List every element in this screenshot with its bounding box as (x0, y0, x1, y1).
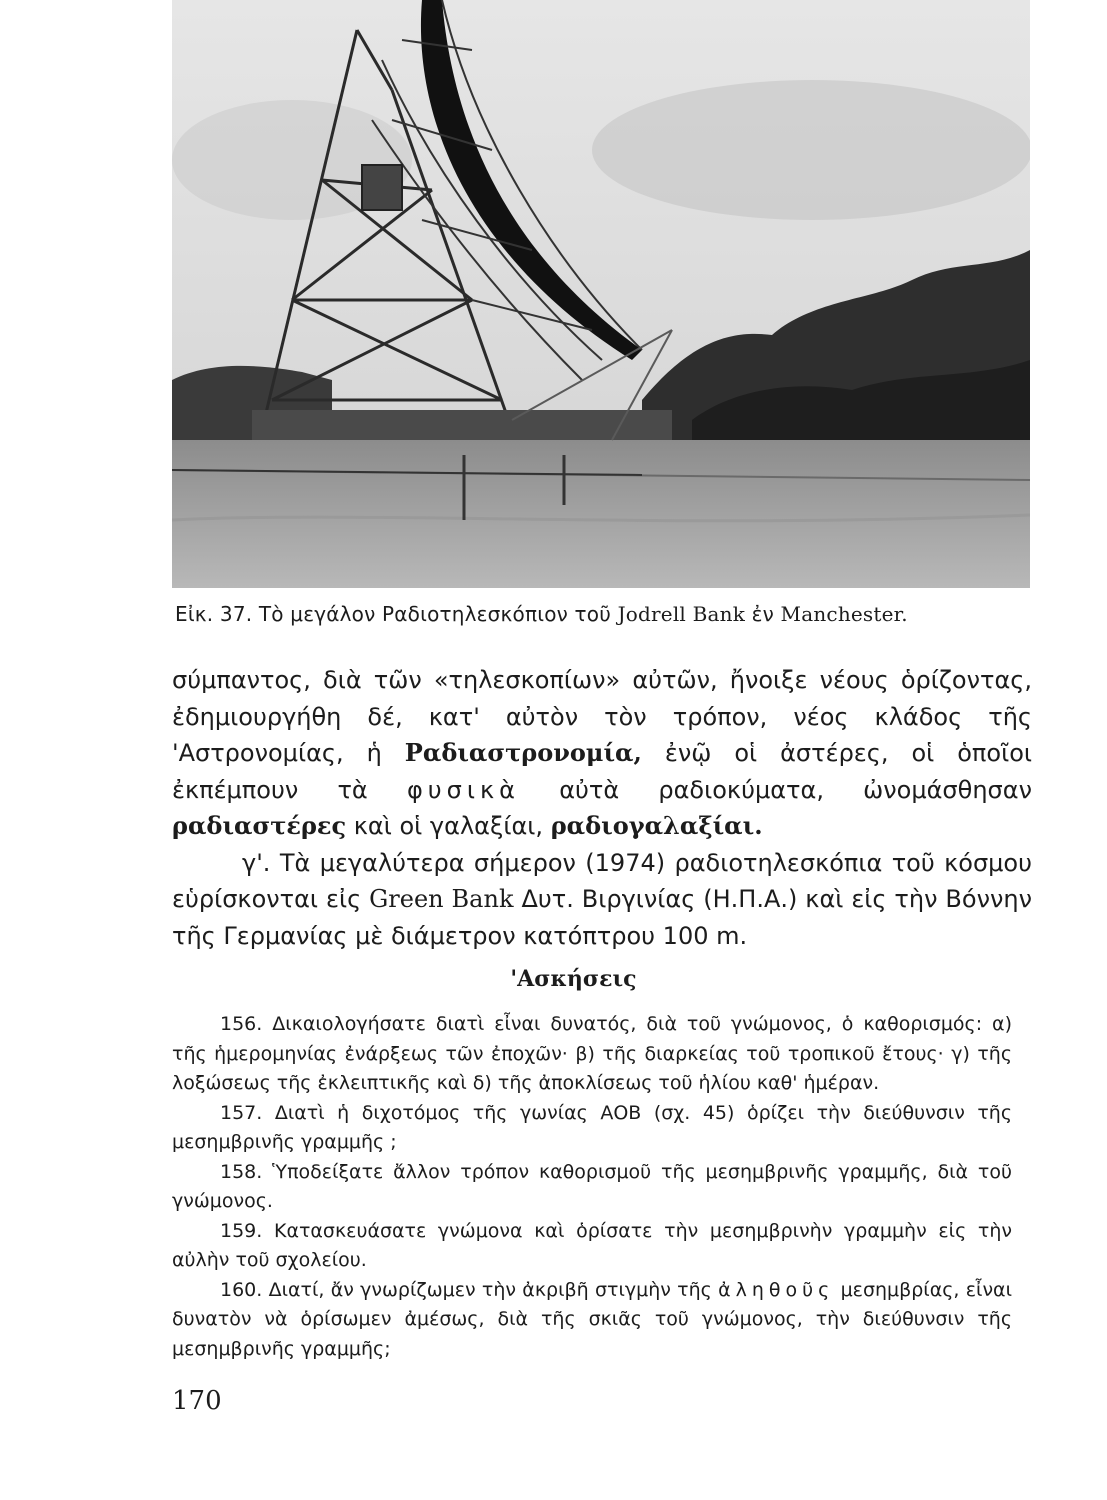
exercise-159: 159. Κατασκευάσατε γνώμονα καὶ ὁρίσατε τὴν μεσημβρινὴν γραμμὴν εἰς τὴν αὐλὴν τοῦ σχολείου. (172, 1219, 1012, 1271)
section-heading: 'Ασκήσεις (510, 966, 637, 992)
p1-term-radiostars: ραδιαστέρες (172, 811, 347, 840)
figure-caption (175, 602, 1075, 626)
exercise-160-text-a: 160. Διατί, ἄν γνωρίζωμεν τὴν ἀκριβῆ στιγμὴν τῆς (220, 1278, 712, 1301)
exercise-157: 157. Διατὶ ἡ διχοτόμος τῆς γωνίας ΑΟΒ (σχ. 45) ὁρίζει τὴν διεύθυνσιν τῆς μεσημβρινῆς γραμμῆς ; (172, 1101, 1012, 1153)
caption-roman: Jodrell Bank (617, 602, 746, 626)
paragraph-2 (172, 845, 1032, 955)
p1-text-c: ἐνῷ οἱ ἀστέρες, οἱ ὁποῖοι ἐκπέμπουν τὰ (172, 739, 1032, 804)
exercise-160 (172, 1276, 1012, 1365)
caption-prefix: Εἰκ. 37. Τὸ μεγάλον Ραδιοτηλεσκόπιον τοῦ (175, 602, 612, 626)
caption-city: Manchester. (780, 602, 908, 626)
caption-mid: ἐν (751, 602, 774, 626)
p1-text-g: καὶ οἱ γαλαξίαι, (353, 812, 544, 840)
p2-text-c: Δυτ. Βιργινίας (Η.Π.Α.) καὶ εἰς τὴν Βόννην τῆς Γερμανίας μὲ διάμετρον κατόπτρου 100 m. (172, 885, 1032, 950)
p1-term-radioastronomy: Ραδιαστρονομία, (404, 738, 642, 767)
body-text (172, 662, 1032, 954)
exercise-160-text-c: μεσημβρίας, εἶναι δυνατὸν νὰ ὁρίσωμεν ἀμέσως, διὰ τῆς σκιᾶς τοῦ γνώμονος, τὴν διεύθυνσιν τῆς μεσημβρινῆς γραμμῆς; (172, 1278, 1013, 1360)
p2-green-bank: Green Bank (369, 885, 514, 913)
p1-text-a: σύμπαντος, διὰ τῶν «τηλεσκοπίων» αὐτῶν, ἤνοιξε νέους ὁρίζοντας, ἐδημιουργήθη δέ, κατ' αὐτὸν τὸν τρόπον, νέος κλάδος τῆς 'Αστρονομίας, ἡ (172, 666, 1032, 767)
p1-text-e: αὐτὰ ραδιοκύματα, ὠνομάσθησαν (559, 775, 1032, 804)
telescope-photo (172, 0, 1030, 588)
exercise-156: 156. Δικαιολογήσατε διατὶ εἶναι δυνατός, διὰ τοῦ γνώμονος, ὁ καθορισμός: α) τῆς ἡμερομηνίας ἐνάρξεως τῶν ἐποχῶν· β) τῆς διαρκείας τοῦ τροπικοῦ ἔτους· γ) τῆς λοξώσεως τῆς ἐκλειπτικῆς καὶ δ) τῆς ἀποκλίσεως τοῦ ἡλίου καθ' ἡμέραν. (172, 1013, 1012, 1094)
page-number: 170 (172, 1386, 222, 1416)
p1-spaced-word: φυσικὰ (406, 775, 520, 804)
exercises-list (172, 1010, 1012, 1364)
p2-text-a: γ'. Τὰ μεγαλύτερα σήμερον (1974) ραδιοτηλεσκόπια τοῦ κόσμου εὑρίσκονται εἰς (172, 848, 1032, 913)
paragraph-1 (172, 662, 1032, 845)
p1-term-radiogalaxies: ραδιογαλαξίαι. (550, 811, 763, 840)
exercise-158: 158. Ὑποδείξατε ἄλλον τρόπον καθορισμοῦ τῆς μεσημβρινῆς γραμμῆς, διὰ τοῦ γνώμονος. (172, 1160, 1012, 1212)
exercise-160-spaced-word: ἀληθοῦς (718, 1278, 835, 1301)
